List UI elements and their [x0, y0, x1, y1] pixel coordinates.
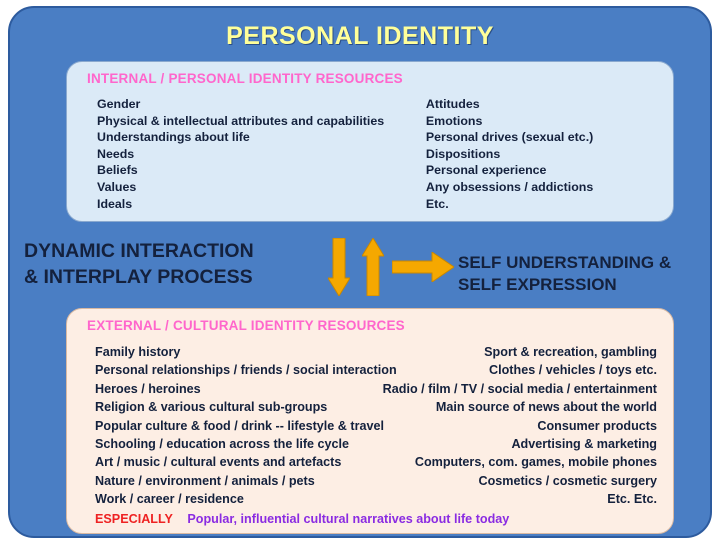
internal-columns	[67, 96, 673, 212]
external-left-item: Popular culture & food / drink -- lifestyle & travel	[95, 418, 385, 433]
internal-heading: INTERNAL / PERSONAL IDENTITY RESOURCES	[87, 71, 403, 86]
external-right-item: Radio / film / TV / social media / entertainment	[382, 381, 657, 396]
list-item: Gender	[97, 97, 141, 111]
dynamic-interaction-line2: & INTERPLAY PROCESS	[24, 266, 253, 288]
table-row	[95, 380, 657, 398]
table-row	[95, 361, 657, 379]
external-right-item: Advertising & marketing	[511, 437, 657, 452]
table-row	[95, 417, 657, 435]
list-item: Dispositions	[425, 146, 501, 161]
outer-panel	[8, 6, 712, 538]
dynamic-interaction-line1: DYNAMIC INTERACTION	[24, 240, 254, 262]
external-right-item: Computers, com. games, mobile phones	[414, 455, 657, 470]
list-item: Personal drives (sexual etc.)	[425, 130, 594, 145]
list-item: Any obsessions / addictions	[425, 179, 594, 194]
especially-row	[95, 510, 657, 528]
external-left-item: Work / career / residence	[95, 492, 244, 507]
external-right-item: Etc. Etc.	[607, 492, 657, 507]
external-right-item: Clothes / vehicles / toys etc.	[489, 363, 657, 378]
external-left-item: Religion & various cultural sub-groups	[95, 400, 328, 415]
self-understanding-line2: SELF EXPRESSION	[458, 275, 617, 294]
list-item: Understandings about life	[97, 130, 250, 145]
list-item: Physical & intellectual attributes and capabilities	[97, 113, 385, 128]
list-item: Attitudes	[425, 97, 480, 111]
table-row	[95, 398, 657, 416]
external-right-item: Sport & recreation, gambling	[484, 345, 657, 359]
table-row	[95, 490, 657, 508]
list-item: Beliefs	[97, 163, 138, 178]
arrow-down-icon	[328, 238, 350, 296]
list-item: Values	[97, 179, 137, 194]
external-heading: EXTERNAL / CULTURAL IDENTITY RESOURCES	[87, 318, 405, 333]
list-item: Needs	[97, 146, 135, 161]
page-title: PERSONAL IDENTITY	[226, 22, 494, 50]
list-item: Ideals	[97, 196, 133, 211]
external-rows	[67, 343, 673, 528]
list-item: Personal experience	[425, 163, 547, 178]
especially-label: ESPECIALLY	[95, 511, 173, 526]
external-left-item: Heroes / heroines	[95, 381, 201, 396]
arrow-up-icon	[362, 238, 384, 296]
interaction-band	[10, 228, 710, 306]
table-row	[95, 343, 657, 361]
arrow-right-icon	[392, 252, 454, 282]
internal-resources-box	[66, 61, 674, 222]
self-understanding-line1: SELF UNDERSTANDING &	[458, 253, 672, 272]
external-right-item: Consumer products	[537, 418, 657, 433]
external-right-item: Main source of news about the world	[435, 400, 657, 415]
external-left-item: Personal relationships / friends / social interaction	[95, 363, 397, 378]
table-row	[95, 435, 657, 453]
external-left-item: Schooling / education across the life cycle	[95, 437, 350, 452]
table-row	[95, 453, 657, 471]
table-row	[95, 472, 657, 490]
external-resources-box	[66, 308, 674, 534]
internal-right-column	[396, 96, 673, 212]
list-item: Etc.	[425, 196, 449, 211]
external-left-item: Nature / environment / animals / pets	[95, 473, 315, 488]
internal-left-column	[67, 96, 396, 212]
self-understanding-label	[458, 252, 720, 296]
dynamic-interaction-label	[24, 238, 324, 290]
list-item: Emotions	[425, 113, 483, 128]
external-left-item: Family history	[95, 345, 181, 359]
external-left-item: Art / music / cultural events and artefacts	[95, 455, 342, 470]
especially-text: Popular, influential cultural narratives about life today	[187, 511, 510, 526]
external-right-item: Cosmetics / cosmetic surgery	[478, 473, 657, 488]
